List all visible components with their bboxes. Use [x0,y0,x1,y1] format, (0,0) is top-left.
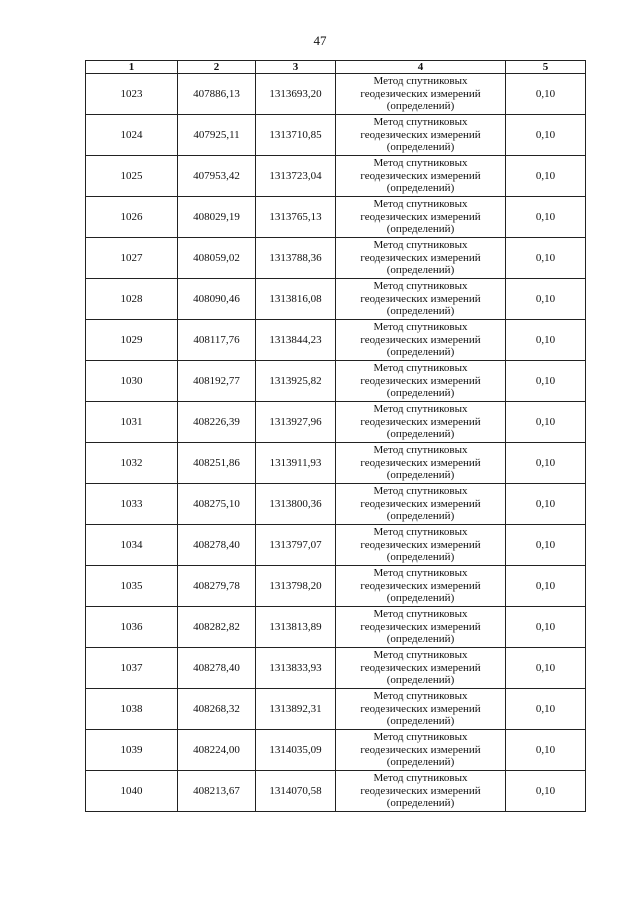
column-header-3: 3 [256,61,336,74]
method-line: геодезических измерений [360,333,481,346]
method-cell [336,402,506,443]
x-coordinate-cell: 408282,82 [178,607,256,648]
method-cell [336,197,506,238]
method-line: Метод спутниковых [373,772,468,785]
x-coordinate-cell: 408278,40 [178,525,256,566]
method-line: Метод спутниковых [373,485,468,498]
y-coordinate-cell: 1313765,13 [256,197,336,238]
method-line: (определений) [386,141,455,154]
y-coordinate-cell: 1313798,20 [256,566,336,607]
method-line: геодезических измерений [360,456,481,469]
method-cell [336,648,506,689]
table-row [86,320,586,361]
point-number-cell: 1037 [86,648,178,689]
table-row [86,402,586,443]
point-number-cell: 1039 [86,730,178,771]
y-coordinate-cell: 1313844,23 [256,320,336,361]
method-cell [336,115,506,156]
accuracy-cell: 0,10 [506,648,586,689]
accuracy-cell: 0,10 [506,484,586,525]
method-line: геодезических измерений [360,251,481,264]
method-line: геодезических измерений [360,169,481,182]
table-row [86,361,586,402]
coordinates-table [85,60,586,812]
table-row [86,730,586,771]
accuracy-cell: 0,10 [506,525,586,566]
y-coordinate-cell: 1313788,36 [256,238,336,279]
y-coordinate-cell: 1313723,04 [256,156,336,197]
method-line: (определений) [386,592,455,605]
method-line: геодезических измерений [360,579,481,592]
method-line: геодезических измерений [360,292,481,305]
table-row [86,484,586,525]
table-header [86,61,586,74]
method-cell [336,525,506,566]
x-coordinate-cell: 408029,19 [178,197,256,238]
x-coordinate-cell: 408226,39 [178,402,256,443]
x-coordinate-cell: 408192,77 [178,361,256,402]
table-row [86,771,586,812]
accuracy-cell: 0,10 [506,320,586,361]
point-number-cell: 1032 [86,443,178,484]
column-header-4: 4 [336,61,506,74]
method-line: Метод спутниковых [373,239,468,252]
method-line: Метод спутниковых [373,321,468,334]
method-line: Метод спутниковых [373,157,468,170]
point-number-cell: 1038 [86,689,178,730]
method-line: Метод спутниковых [373,567,468,580]
method-line: геодезических измерений [360,702,481,715]
accuracy-cell: 0,10 [506,197,586,238]
table-row [86,156,586,197]
accuracy-cell: 0,10 [506,402,586,443]
x-coordinate-cell: 407925,11 [178,115,256,156]
method-line: (определений) [386,346,455,359]
method-line: (определений) [386,797,455,810]
method-line: (определений) [386,182,455,195]
method-line: (определений) [386,100,455,113]
point-number-cell: 1030 [86,361,178,402]
table-row [86,74,586,115]
point-number-cell: 1036 [86,607,178,648]
method-line: геодезических измерений [360,661,481,674]
method-line: геодезических измерений [360,374,481,387]
point-number-cell: 1023 [86,74,178,115]
x-coordinate-cell: 408279,78 [178,566,256,607]
x-coordinate-cell: 408059,02 [178,238,256,279]
table-row [86,197,586,238]
method-line: геодезических измерений [360,743,481,756]
point-number-cell: 1033 [86,484,178,525]
accuracy-cell: 0,10 [506,730,586,771]
x-coordinate-cell: 407886,13 [178,74,256,115]
method-line: Метод спутниковых [373,198,468,211]
method-line: Метод спутниковых [373,75,468,88]
table-body [86,74,586,812]
point-number-cell: 1035 [86,566,178,607]
method-cell [336,320,506,361]
method-cell [336,279,506,320]
table-row [86,238,586,279]
accuracy-cell: 0,10 [506,443,586,484]
method-line: Метод спутниковых [373,649,468,662]
table-row [86,566,586,607]
accuracy-cell: 0,10 [506,279,586,320]
method-line: Метод спутниковых [373,690,468,703]
accuracy-cell: 0,10 [506,238,586,279]
y-coordinate-cell: 1313800,36 [256,484,336,525]
method-line: (определений) [386,715,455,728]
y-coordinate-cell: 1313925,82 [256,361,336,402]
method-line: (определений) [386,756,455,769]
accuracy-cell: 0,10 [506,566,586,607]
method-cell [336,361,506,402]
method-cell [336,730,506,771]
table-row [86,279,586,320]
method-line: (определений) [386,387,455,400]
method-line: геодезических измерений [360,538,481,551]
method-line: (определений) [386,633,455,646]
method-line: Метод спутниковых [373,444,468,457]
method-cell [336,156,506,197]
point-number-cell: 1034 [86,525,178,566]
method-line: геодезических измерений [360,210,481,223]
method-line: Метод спутниковых [373,280,468,293]
x-coordinate-cell: 408251,86 [178,443,256,484]
method-line: геодезических измерений [360,497,481,510]
table-row [86,648,586,689]
accuracy-cell: 0,10 [506,361,586,402]
table-row [86,525,586,566]
accuracy-cell: 0,10 [506,771,586,812]
method-line: Метод спутниковых [373,526,468,539]
table-row [86,607,586,648]
method-line: Метод спутниковых [373,608,468,621]
x-coordinate-cell: 408278,40 [178,648,256,689]
x-coordinate-cell: 408275,10 [178,484,256,525]
method-line: Метод спутниковых [373,362,468,375]
method-cell [336,443,506,484]
method-cell [336,566,506,607]
method-cell [336,484,506,525]
method-line: (определений) [386,674,455,687]
point-number-cell: 1026 [86,197,178,238]
x-coordinate-cell: 408117,76 [178,320,256,361]
column-header-2: 2 [178,61,256,74]
column-header-5: 5 [506,61,586,74]
page-number: 47 [313,33,327,48]
accuracy-cell: 0,10 [506,156,586,197]
method-line: Метод спутниковых [373,116,468,129]
point-number-cell: 1031 [86,402,178,443]
accuracy-cell: 0,10 [506,115,586,156]
method-line: (определений) [386,428,455,441]
y-coordinate-cell: 1314070,58 [256,771,336,812]
method-cell [336,74,506,115]
x-coordinate-cell: 407953,42 [178,156,256,197]
y-coordinate-cell: 1313911,93 [256,443,336,484]
point-number-cell: 1024 [86,115,178,156]
method-line: (определений) [386,223,455,236]
method-line: геодезических измерений [360,415,481,428]
x-coordinate-cell: 408268,32 [178,689,256,730]
method-cell [336,607,506,648]
accuracy-cell: 0,10 [506,689,586,730]
method-line: (определений) [386,551,455,564]
point-number-cell: 1025 [86,156,178,197]
method-line: геодезических измерений [360,784,481,797]
accuracy-cell: 0,10 [506,607,586,648]
point-number-cell: 1027 [86,238,178,279]
method-cell [336,771,506,812]
method-line: (определений) [386,264,455,277]
y-coordinate-cell: 1313710,85 [256,115,336,156]
method-line: (определений) [386,305,455,318]
method-line: (определений) [386,469,455,482]
y-coordinate-cell: 1313927,96 [256,402,336,443]
table-row [86,443,586,484]
y-coordinate-cell: 1313797,07 [256,525,336,566]
point-number-cell: 1029 [86,320,178,361]
method-line: Метод спутниковых [373,731,468,744]
y-coordinate-cell: 1313833,93 [256,648,336,689]
point-number-cell: 1040 [86,771,178,812]
accuracy-cell: 0,10 [506,74,586,115]
x-coordinate-cell: 408213,67 [178,771,256,812]
method-line: геодезических измерений [360,87,481,100]
y-coordinate-cell: 1314035,09 [256,730,336,771]
method-line: геодезических измерений [360,128,481,141]
point-number-cell: 1028 [86,279,178,320]
y-coordinate-cell: 1313813,89 [256,607,336,648]
method-cell [336,238,506,279]
y-coordinate-cell: 1313693,20 [256,74,336,115]
table-row [86,689,586,730]
method-line: (определений) [386,510,455,523]
table-row [86,115,586,156]
y-coordinate-cell: 1313892,31 [256,689,336,730]
header-row [86,61,586,74]
column-header-1: 1 [86,61,178,74]
method-line: геодезических измерений [360,620,481,633]
x-coordinate-cell: 408090,46 [178,279,256,320]
y-coordinate-cell: 1313816,08 [256,279,336,320]
x-coordinate-cell: 408224,00 [178,730,256,771]
method-cell [336,689,506,730]
method-line: Метод спутниковых [373,403,468,416]
